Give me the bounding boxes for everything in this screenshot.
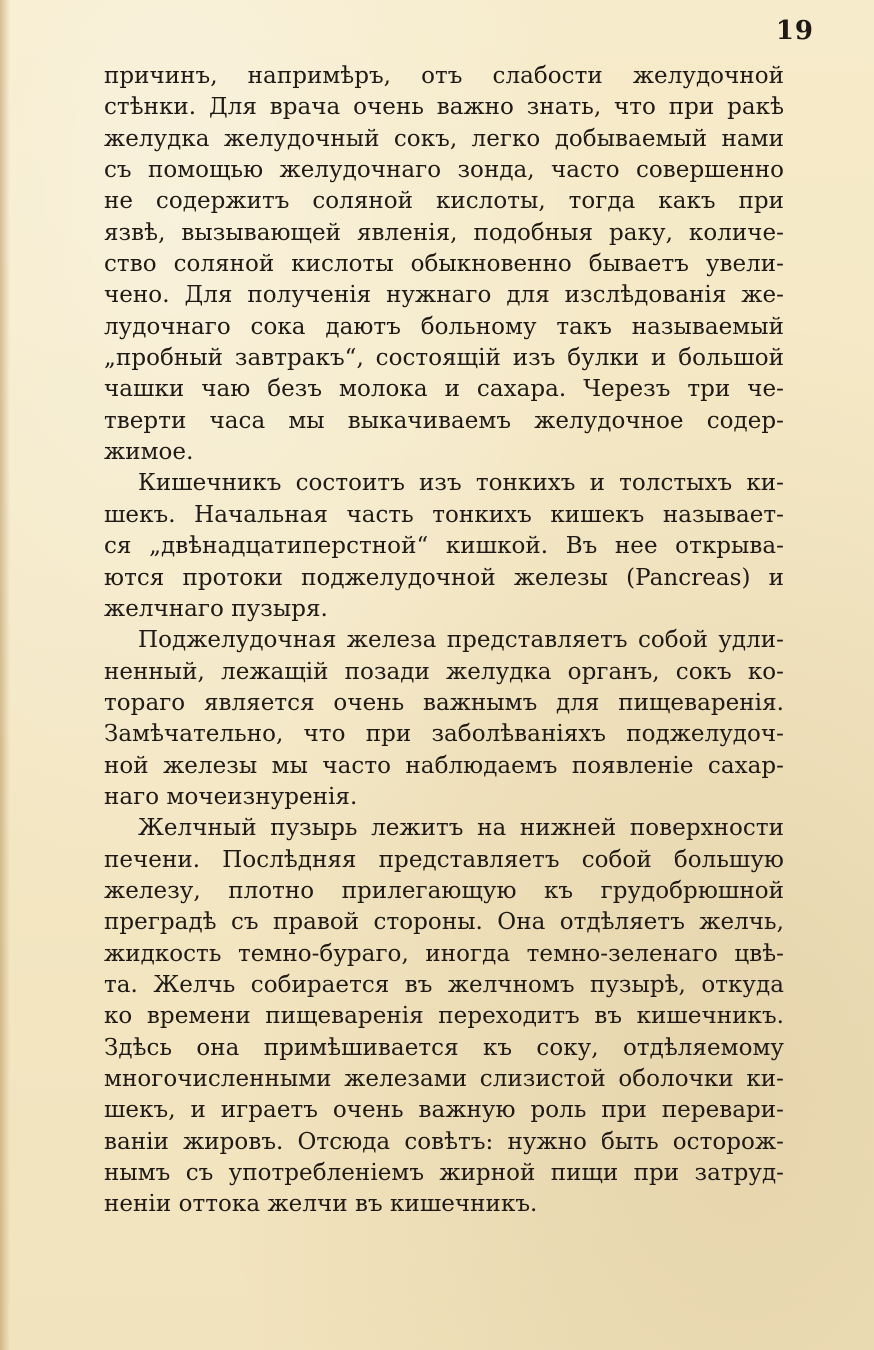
text-line: „пробный завтракъ“, состоящій изъ булки и большой: [104, 345, 784, 372]
text-line: не содержитъ соляной кислоты, тогда какъ при: [104, 188, 784, 215]
page-number: 19: [775, 16, 814, 46]
text-line: желчнаго пузыря.: [104, 595, 328, 622]
text-line: жидкость темно-бураго, иногда темно-зеленаго цвѣ-: [104, 940, 784, 967]
text-line: язвѣ, вызывающей явленія, подобныя раку, количе-: [104, 219, 784, 246]
text-line: Здѣсь она примѣшивается къ соку, отдѣляемому: [104, 1034, 784, 1061]
text-line: многочисленными железами слизистой оболочки ки-: [104, 1066, 784, 1092]
text-line: причинъ, напримѣръ, отъ слабости желудочной: [104, 63, 784, 89]
text-line: стѣнки. Для врача очень важно знать, что при ракѣ: [104, 94, 784, 121]
text-line: Поджелудочная железа представляетъ собой удли-: [138, 627, 784, 654]
text-line: ство соляной кислоты обыкновенно бываетъ увели-: [104, 251, 784, 278]
text-line: чашки чаю безъ молока и сахара. Черезъ три че-: [104, 376, 784, 403]
page-binding-edge: [0, 0, 10, 1350]
text-line: ваніи жировъ. Отсюда совѣтъ: нужно быть осторож-: [104, 1128, 784, 1155]
text-line: неніи оттока желчи въ кишечникъ.: [104, 1191, 538, 1218]
text-line: съ помощью желудочнаго зонда, часто совершенно: [104, 157, 784, 184]
paragraph-4: [104, 813, 784, 1220]
text-line: лудочнаго сока даютъ больному такъ называемый: [104, 313, 784, 340]
paragraph-3: [104, 625, 784, 813]
text-line: ненный, лежащій позади желудка органъ, сокъ ко-: [104, 658, 784, 685]
text-line: жимое.: [104, 439, 194, 466]
body-text: [104, 61, 784, 1221]
text-line: Желчный пузырь лежитъ на нижней поверхности: [138, 815, 784, 842]
text-line: наго мочеизнуренія.: [104, 783, 358, 810]
text-line: шекъ, и играетъ очень важную роль при перевари-: [104, 1097, 784, 1124]
text-line: шекъ. Начальная часть тонкихъ кишекъ называет-: [104, 501, 784, 528]
text-line: тораго является очень важнымъ для пищеваренія.: [104, 689, 784, 716]
paragraph-1: [104, 61, 784, 468]
paragraph-2: [104, 468, 784, 625]
text-line: Замѣчательно, что при заболѣваніяхъ поджелудоч-: [104, 721, 784, 748]
text-line: преградѣ съ правой стороны. Она отдѣляетъ желчь,: [104, 909, 784, 936]
text-line: печени. Послѣдняя представляетъ собой большую: [104, 846, 784, 873]
text-line: ся „двѣнадцатиперстной“ кишкой. Въ нее открыва-: [104, 533, 784, 560]
text-line: нымъ съ употребленіемъ жирной пищи при затруд-: [104, 1160, 784, 1187]
text-line: чено. Для полученія нужнаго для изслѣдованія же-: [104, 282, 784, 309]
text-line: железу, плотно прилегающую къ грудобрюшной: [104, 877, 784, 904]
text-line: Кишечникъ состоитъ изъ тонкихъ и толстыхъ ки-: [138, 470, 784, 497]
text-line: ной железы мы часто наблюдаемъ появленіе сахар-: [104, 752, 784, 779]
text-line: ются протоки поджелудочной железы (Pancreas) и: [104, 564, 784, 591]
text-line: тверти часа мы выкачиваемъ желудочное содер-: [104, 407, 784, 434]
text-line: ко времени пищеваренія переходитъ въ кишечникъ.: [104, 1003, 784, 1030]
text-line: желудка желудочный сокъ, легко добываемый нами: [104, 125, 784, 152]
text-line: та. Желчь собирается въ желчномъ пузырѣ, откуда: [104, 971, 784, 998]
